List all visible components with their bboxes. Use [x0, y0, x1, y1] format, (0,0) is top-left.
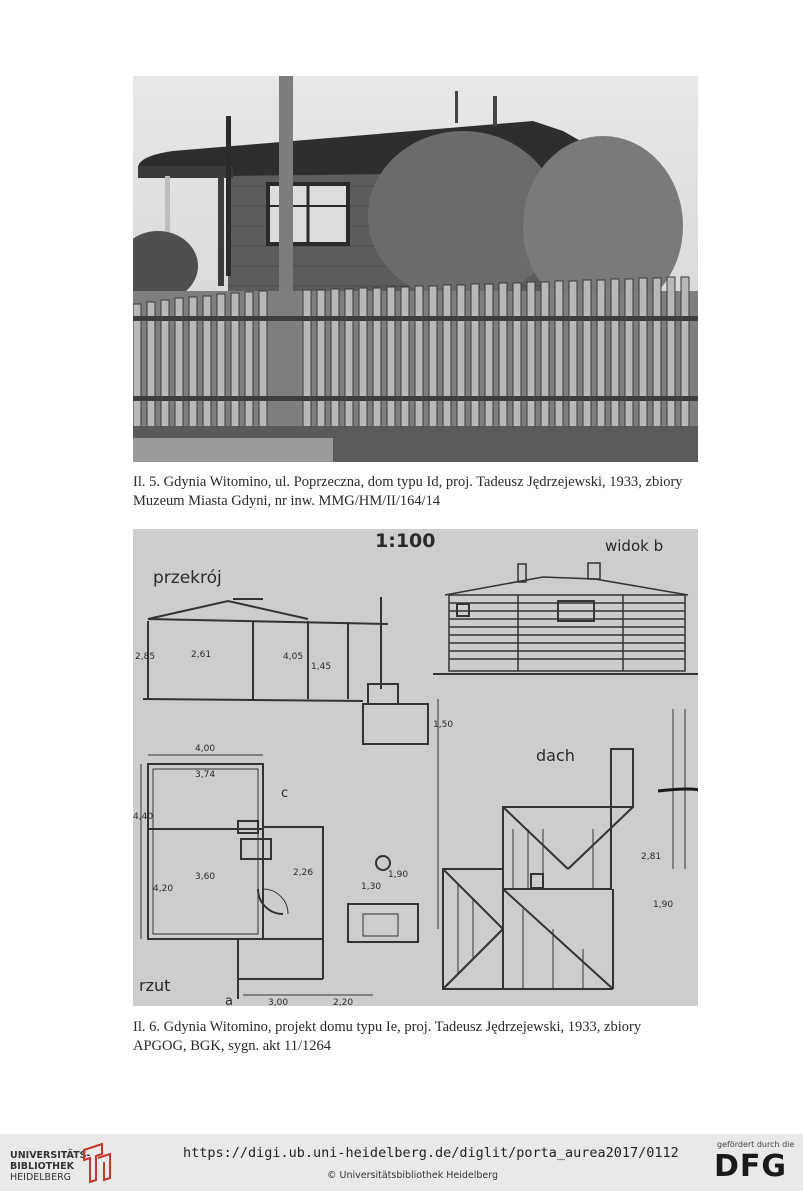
dim-3-00: 3,00 — [268, 998, 289, 1006]
figure-6-caption-line1: Il. 6. Gdynia Witomino, projekt domu typu Ie, proj. Tadeusz Jędrzejewski, 1933, zbiory — [133, 1019, 642, 1035]
dim-4-05: 4,05 — [283, 652, 304, 662]
roof-label: dach — [536, 746, 575, 765]
page-footer — [0, 1134, 803, 1191]
library-name-line3: HEIDELBERG — [10, 1172, 72, 1183]
copyright-text: © Universitätsbibliothek Heidelberg — [327, 1170, 499, 1181]
marker-a: a — [225, 994, 233, 1006]
figure-6-caption-line2: APGOG, BGK, sygn. akt 11/1264 — [133, 1038, 332, 1054]
dim-1-90-roof: 1,90 — [653, 900, 674, 910]
plan-label: rzut — [139, 976, 171, 995]
house-photo-drawing — [133, 76, 698, 462]
document-url-link[interactable]: https://digi.ub.uni-heidelberg.de/diglit/porta_aurea2017/0112 — [183, 1145, 679, 1161]
dim-1-90-plan: 1,90 — [388, 870, 409, 880]
dim-1-45: 1,45 — [311, 662, 332, 672]
dim-3-74: 3,74 — [195, 770, 216, 780]
dim-2-85: 2,85 — [135, 652, 156, 662]
library-name-line2: BIBLIOTHEK — [10, 1161, 74, 1172]
dim-4-40: 4,40 — [133, 812, 154, 822]
section-label: przekrój — [153, 568, 222, 588]
house-photo — [133, 76, 698, 462]
dfg-logo: DFG — [714, 1149, 788, 1184]
marker-c: c — [281, 786, 289, 801]
library-name-line1: UNIVERSITÄTS- — [10, 1150, 91, 1161]
figure-6-caption — [133, 1018, 713, 1056]
dim-4-00: 4,00 — [195, 744, 216, 754]
dim-3-60: 3,60 — [195, 872, 216, 882]
dim-2-61: 2,61 — [191, 650, 212, 660]
dim-2-20: 2,20 — [333, 998, 354, 1006]
figure-5-caption-line1: Il. 5. Gdynia Witomino, ul. Poprzeczna, dom typu Id, proj. Tadeusz Jędrzejewski, 1933, zbiory — [133, 474, 683, 490]
architectural-drawing — [133, 529, 698, 1006]
scale-label: 1:100 — [375, 530, 436, 552]
dim-4-20: 4,20 — [153, 884, 174, 894]
funder-note: gefördert durch die — [717, 1140, 795, 1149]
dim-1-30: 1,30 — [361, 882, 382, 892]
figure-5-caption — [133, 473, 713, 511]
figure-5-caption-line2: Muzeum Miasta Gdyni, nr inw. MMG/HM/II/164/14 — [133, 493, 441, 509]
drawing-sheet — [133, 529, 698, 1006]
dim-2-26: 2,26 — [293, 868, 314, 878]
library-logo-icon — [80, 1140, 114, 1184]
dim-1-50: 1,50 — [433, 720, 454, 730]
dim-2-81: 2,81 — [641, 852, 662, 862]
view-label: widok b — [605, 537, 664, 555]
